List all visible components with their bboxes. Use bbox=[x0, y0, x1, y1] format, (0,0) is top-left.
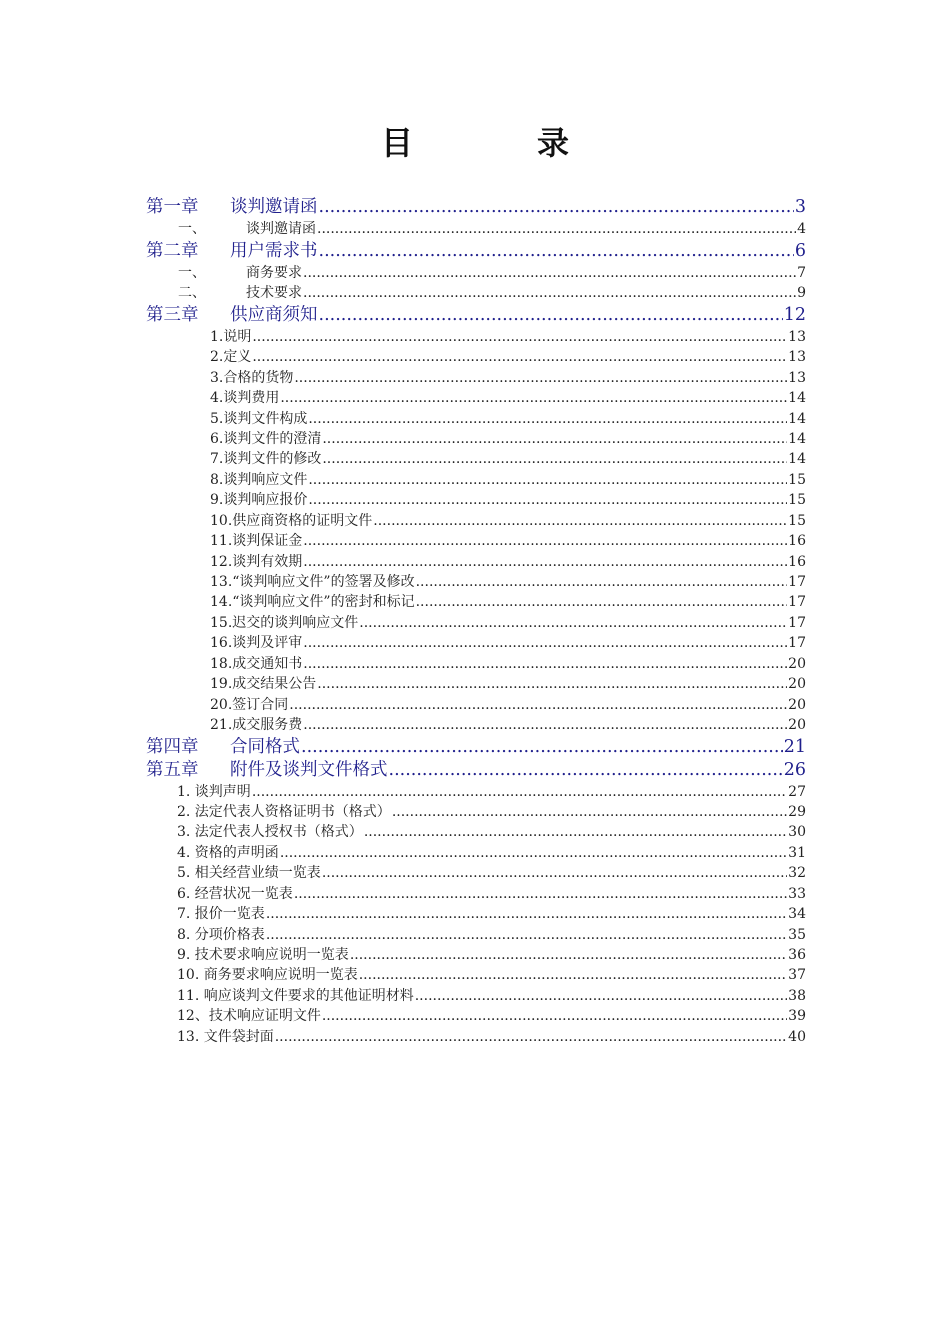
dot-leader bbox=[266, 904, 787, 924]
entry-title: 9. 技术要求响应说明一览表 bbox=[177, 947, 349, 964]
toc-entry[interactable] bbox=[146, 782, 806, 802]
dot-leader bbox=[416, 592, 788, 612]
entry-label bbox=[177, 884, 293, 904]
entry-label bbox=[210, 633, 302, 653]
entry-title: 18.成交通知书 bbox=[210, 655, 303, 672]
page-number: 20 bbox=[788, 676, 806, 693]
dot-leader bbox=[350, 945, 787, 965]
entry-title: 10. 商务要求响应说明一览表 bbox=[177, 967, 358, 984]
toc-entry[interactable] bbox=[146, 695, 806, 715]
page-number: 13 bbox=[788, 349, 806, 366]
entry-label bbox=[210, 327, 251, 347]
page-number: 29 bbox=[788, 803, 806, 820]
entry-label bbox=[210, 592, 415, 612]
chapter-number: 第二章 bbox=[146, 240, 199, 261]
page-number: 38 bbox=[788, 987, 806, 1004]
entry-number: 二、 bbox=[178, 285, 206, 302]
entry-title: 8.谈判响应文件 bbox=[210, 471, 308, 488]
chapter-title: 合同格式 bbox=[230, 736, 300, 757]
entry-label bbox=[210, 429, 321, 449]
toc-entry[interactable] bbox=[146, 613, 806, 633]
page-number: 20 bbox=[788, 717, 806, 734]
toc-entry[interactable] bbox=[146, 965, 806, 985]
chapter-5-items bbox=[146, 782, 806, 1048]
entry-label bbox=[210, 511, 372, 531]
entry-title: 13.“谈判响应文件”的签署及修改 bbox=[210, 574, 415, 591]
toc-entry[interactable] bbox=[146, 863, 806, 883]
dot-leader bbox=[294, 884, 787, 904]
page-number: 15 bbox=[788, 512, 806, 529]
dot-leader bbox=[364, 822, 787, 842]
entry-label bbox=[210, 347, 251, 367]
page-number: 14 bbox=[788, 430, 806, 447]
entry-title: 11. 响应谈判文件要求的其他证明材料 bbox=[177, 987, 414, 1004]
page-number: 27 bbox=[788, 783, 806, 800]
entry-title: 11.谈判保证金 bbox=[210, 533, 303, 550]
entry-title: 技术要求 bbox=[246, 285, 302, 302]
dot-leader bbox=[303, 552, 787, 572]
dot-leader bbox=[301, 736, 783, 759]
page-number: 35 bbox=[788, 926, 806, 943]
dot-leader bbox=[392, 802, 787, 822]
dot-leader bbox=[252, 327, 787, 347]
dot-leader bbox=[303, 531, 787, 551]
dot-leader bbox=[317, 674, 787, 694]
toc-entry[interactable] bbox=[146, 822, 806, 842]
entry-label bbox=[210, 572, 415, 592]
page-number: 12 bbox=[783, 304, 806, 325]
entry-title: 12.谈判有效期 bbox=[210, 553, 303, 570]
page-number: 30 bbox=[788, 824, 806, 841]
toc-entry[interactable] bbox=[146, 945, 806, 965]
toc-entry[interactable] bbox=[146, 884, 806, 904]
page-number: 13 bbox=[788, 369, 806, 386]
entry-label bbox=[210, 470, 307, 490]
dot-leader bbox=[359, 965, 787, 985]
toc-chapter-2[interactable] bbox=[146, 240, 806, 263]
dot-leader bbox=[252, 347, 787, 367]
dot-leader bbox=[389, 759, 783, 782]
entry-label bbox=[210, 388, 279, 408]
entry-label bbox=[177, 904, 265, 924]
entry-label bbox=[210, 715, 302, 735]
dot-leader bbox=[303, 263, 796, 284]
dot-leader bbox=[308, 409, 787, 429]
page-number: 3 bbox=[794, 197, 806, 217]
entry-label bbox=[210, 490, 307, 510]
dot-leader bbox=[319, 304, 783, 327]
entry-title: 商务要求 bbox=[246, 264, 302, 281]
entry-label bbox=[177, 986, 414, 1006]
dot-leader bbox=[289, 695, 787, 715]
page-number: 7 bbox=[797, 264, 806, 281]
chapter-number: 第三章 bbox=[146, 304, 199, 325]
dot-leader bbox=[308, 470, 787, 490]
page-number: 34 bbox=[788, 906, 806, 923]
page-number: 16 bbox=[788, 533, 806, 550]
toc-entry[interactable] bbox=[146, 490, 806, 510]
toc-entry[interactable] bbox=[146, 986, 806, 1006]
toc-entry[interactable] bbox=[146, 470, 806, 490]
entry-title: 6. 经营状况一览表 bbox=[177, 885, 293, 902]
toc-chapter-3[interactable] bbox=[146, 304, 806, 327]
page-number: 39 bbox=[788, 1008, 806, 1025]
page-number: 14 bbox=[788, 451, 806, 468]
entry-label bbox=[177, 1027, 274, 1047]
entry-label bbox=[210, 654, 302, 674]
dot-leader bbox=[266, 925, 787, 945]
toc-chapter-1[interactable] bbox=[146, 196, 806, 219]
dot-leader bbox=[359, 613, 787, 633]
chapter-title: 谈判邀请函 bbox=[230, 197, 318, 217]
entry-title: 5. 相关经营业绩一览表 bbox=[177, 865, 321, 882]
entry-title: 7. 报价一览表 bbox=[177, 906, 265, 923]
toc-chapter-5[interactable] bbox=[146, 759, 806, 782]
entry-title: 8. 分项价格表 bbox=[177, 926, 265, 943]
page-number: 31 bbox=[788, 844, 806, 861]
entry-label bbox=[210, 695, 288, 715]
toc-entry[interactable] bbox=[146, 263, 806, 284]
dot-leader bbox=[322, 863, 787, 883]
entry-label bbox=[178, 263, 302, 284]
entry-label bbox=[210, 368, 293, 388]
entry-number: 一、 bbox=[178, 221, 206, 237]
dot-leader bbox=[275, 1027, 787, 1047]
chapter-title: 供应商须知 bbox=[230, 304, 318, 325]
entry-title: 15.迟交的谈判响应文件 bbox=[210, 614, 359, 631]
entry-title: 19.成交结果公告 bbox=[210, 676, 317, 693]
dot-leader bbox=[319, 196, 794, 219]
table-of-contents bbox=[146, 196, 806, 1047]
page-number: 9 bbox=[797, 285, 806, 302]
entry-label bbox=[177, 802, 391, 822]
page-number: 32 bbox=[788, 865, 806, 882]
dot-leader bbox=[319, 240, 794, 263]
entry-label bbox=[210, 674, 316, 694]
chapter-number: 第五章 bbox=[146, 759, 199, 780]
page-number: 37 bbox=[788, 967, 806, 984]
toc-entry[interactable] bbox=[146, 843, 806, 863]
entry-title: 谈判邀请函 bbox=[246, 221, 316, 237]
toc-entry[interactable] bbox=[146, 531, 806, 551]
chapter-title: 附件及谈判文件格式 bbox=[230, 759, 388, 780]
entry-label bbox=[177, 965, 358, 985]
toc-entry[interactable] bbox=[146, 449, 806, 469]
entry-title: 3.合格的货物 bbox=[210, 369, 294, 386]
entry-title: 21.成交服务费 bbox=[210, 717, 303, 734]
page-number: 15 bbox=[788, 492, 806, 509]
entry-label bbox=[210, 449, 321, 469]
page-number: 33 bbox=[788, 885, 806, 902]
page-number: 21 bbox=[783, 736, 806, 757]
dot-leader bbox=[303, 633, 787, 653]
dot-leader bbox=[322, 1006, 787, 1026]
entry-title: 4.谈判费用 bbox=[210, 390, 280, 407]
dot-leader bbox=[280, 388, 787, 408]
entry-label bbox=[177, 863, 321, 883]
entry-title: 12、技术响应证明文件 bbox=[177, 1008, 321, 1025]
toc-chapter-4[interactable] bbox=[146, 736, 806, 759]
toc-entry[interactable] bbox=[146, 1027, 806, 1047]
page-title: 目 录 bbox=[380, 124, 615, 162]
toc-entry[interactable] bbox=[146, 572, 806, 592]
page-number: 17 bbox=[788, 594, 806, 611]
page-number: 14 bbox=[788, 410, 806, 427]
entry-title: 3. 法定代表人授权书（格式） bbox=[177, 824, 363, 841]
toc-entry[interactable] bbox=[146, 633, 806, 653]
page-number: 4 bbox=[797, 221, 806, 237]
toc-entry[interactable] bbox=[146, 654, 806, 674]
dot-leader bbox=[415, 986, 787, 1006]
entry-title: 14.“谈判响应文件”的密封和标记 bbox=[210, 594, 415, 611]
toc-entry[interactable] bbox=[146, 552, 806, 572]
toc-entry[interactable] bbox=[146, 802, 806, 822]
entry-title: 6.谈判文件的澄清 bbox=[210, 430, 322, 447]
dot-leader bbox=[373, 511, 787, 531]
dot-leader bbox=[280, 843, 787, 863]
dot-leader bbox=[303, 283, 796, 304]
toc-entry[interactable] bbox=[146, 904, 806, 924]
entry-title: 7.谈判文件的修改 bbox=[210, 451, 322, 468]
entry-title: 16.谈判及评审 bbox=[210, 635, 303, 652]
entry-title: 2. 法定代表人资格证明书（格式） bbox=[177, 803, 391, 820]
page-number: 36 bbox=[788, 947, 806, 964]
dot-leader bbox=[252, 782, 787, 802]
toc-entry[interactable] bbox=[146, 511, 806, 531]
entry-label bbox=[210, 531, 302, 551]
dot-leader bbox=[303, 654, 787, 674]
entry-title: 13. 文件袋封面 bbox=[177, 1028, 274, 1045]
chapter-3-items bbox=[146, 327, 806, 736]
entry-label bbox=[177, 843, 279, 863]
toc-entry[interactable] bbox=[146, 674, 806, 694]
chapter-1-sections bbox=[146, 219, 806, 240]
chapter-number: 第一章 bbox=[146, 197, 199, 217]
dot-leader bbox=[303, 715, 787, 735]
entry-title: 2.定义 bbox=[210, 349, 252, 366]
page-number: 14 bbox=[788, 390, 806, 407]
entry-title: 20.签订合同 bbox=[210, 696, 289, 713]
entry-label bbox=[177, 925, 265, 945]
dot-leader bbox=[322, 449, 787, 469]
toc-entry[interactable] bbox=[146, 327, 806, 347]
entry-title: 10.供应商资格的证明文件 bbox=[210, 512, 373, 529]
toc-entry[interactable] bbox=[146, 429, 806, 449]
entry-label bbox=[210, 409, 307, 429]
page-number: 17 bbox=[788, 635, 806, 652]
page-number: 13 bbox=[788, 328, 806, 345]
entry-number: 一、 bbox=[178, 264, 206, 281]
toc-entry[interactable] bbox=[146, 409, 806, 429]
dot-leader bbox=[322, 429, 787, 449]
toc-entry[interactable] bbox=[146, 283, 806, 304]
entry-label bbox=[178, 219, 316, 240]
chapter-number: 第四章 bbox=[146, 736, 199, 757]
chapter-title: 用户需求书 bbox=[230, 240, 318, 261]
page-number: 16 bbox=[788, 553, 806, 570]
entry-title: 5.谈判文件构成 bbox=[210, 410, 308, 427]
page-number: 17 bbox=[788, 574, 806, 591]
entry-label bbox=[177, 1006, 321, 1026]
entry-label bbox=[178, 283, 302, 304]
page-number: 15 bbox=[788, 471, 806, 488]
entry-label bbox=[210, 552, 302, 572]
toc-entry[interactable] bbox=[146, 1006, 806, 1026]
page-number: 6 bbox=[794, 240, 806, 261]
entry-label bbox=[177, 822, 363, 842]
toc-entry[interactable] bbox=[146, 925, 806, 945]
page-number: 26 bbox=[783, 759, 806, 780]
toc-entry[interactable] bbox=[146, 219, 806, 240]
page-number: 17 bbox=[788, 614, 806, 631]
dot-leader bbox=[294, 368, 787, 388]
chapter-2-sections bbox=[146, 263, 806, 304]
toc-entry[interactable] bbox=[146, 368, 806, 388]
entry-title: 1.说明 bbox=[210, 328, 252, 345]
entry-label bbox=[177, 782, 251, 802]
toc-entry[interactable] bbox=[146, 388, 806, 408]
dot-leader bbox=[308, 490, 787, 510]
toc-entry[interactable] bbox=[146, 592, 806, 612]
entry-title: 1. 谈判声明 bbox=[177, 783, 251, 800]
page-number: 20 bbox=[788, 655, 806, 672]
dot-leader bbox=[317, 219, 796, 240]
entry-label bbox=[210, 613, 358, 633]
toc-entry[interactable] bbox=[146, 715, 806, 735]
page-number: 40 bbox=[788, 1028, 806, 1045]
dot-leader bbox=[416, 572, 788, 592]
entry-title: 4. 资格的声明函 bbox=[177, 844, 279, 861]
entry-label bbox=[177, 945, 349, 965]
page-number: 20 bbox=[788, 696, 806, 713]
toc-entry[interactable] bbox=[146, 347, 806, 367]
entry-title: 9.谈判响应报价 bbox=[210, 492, 308, 509]
